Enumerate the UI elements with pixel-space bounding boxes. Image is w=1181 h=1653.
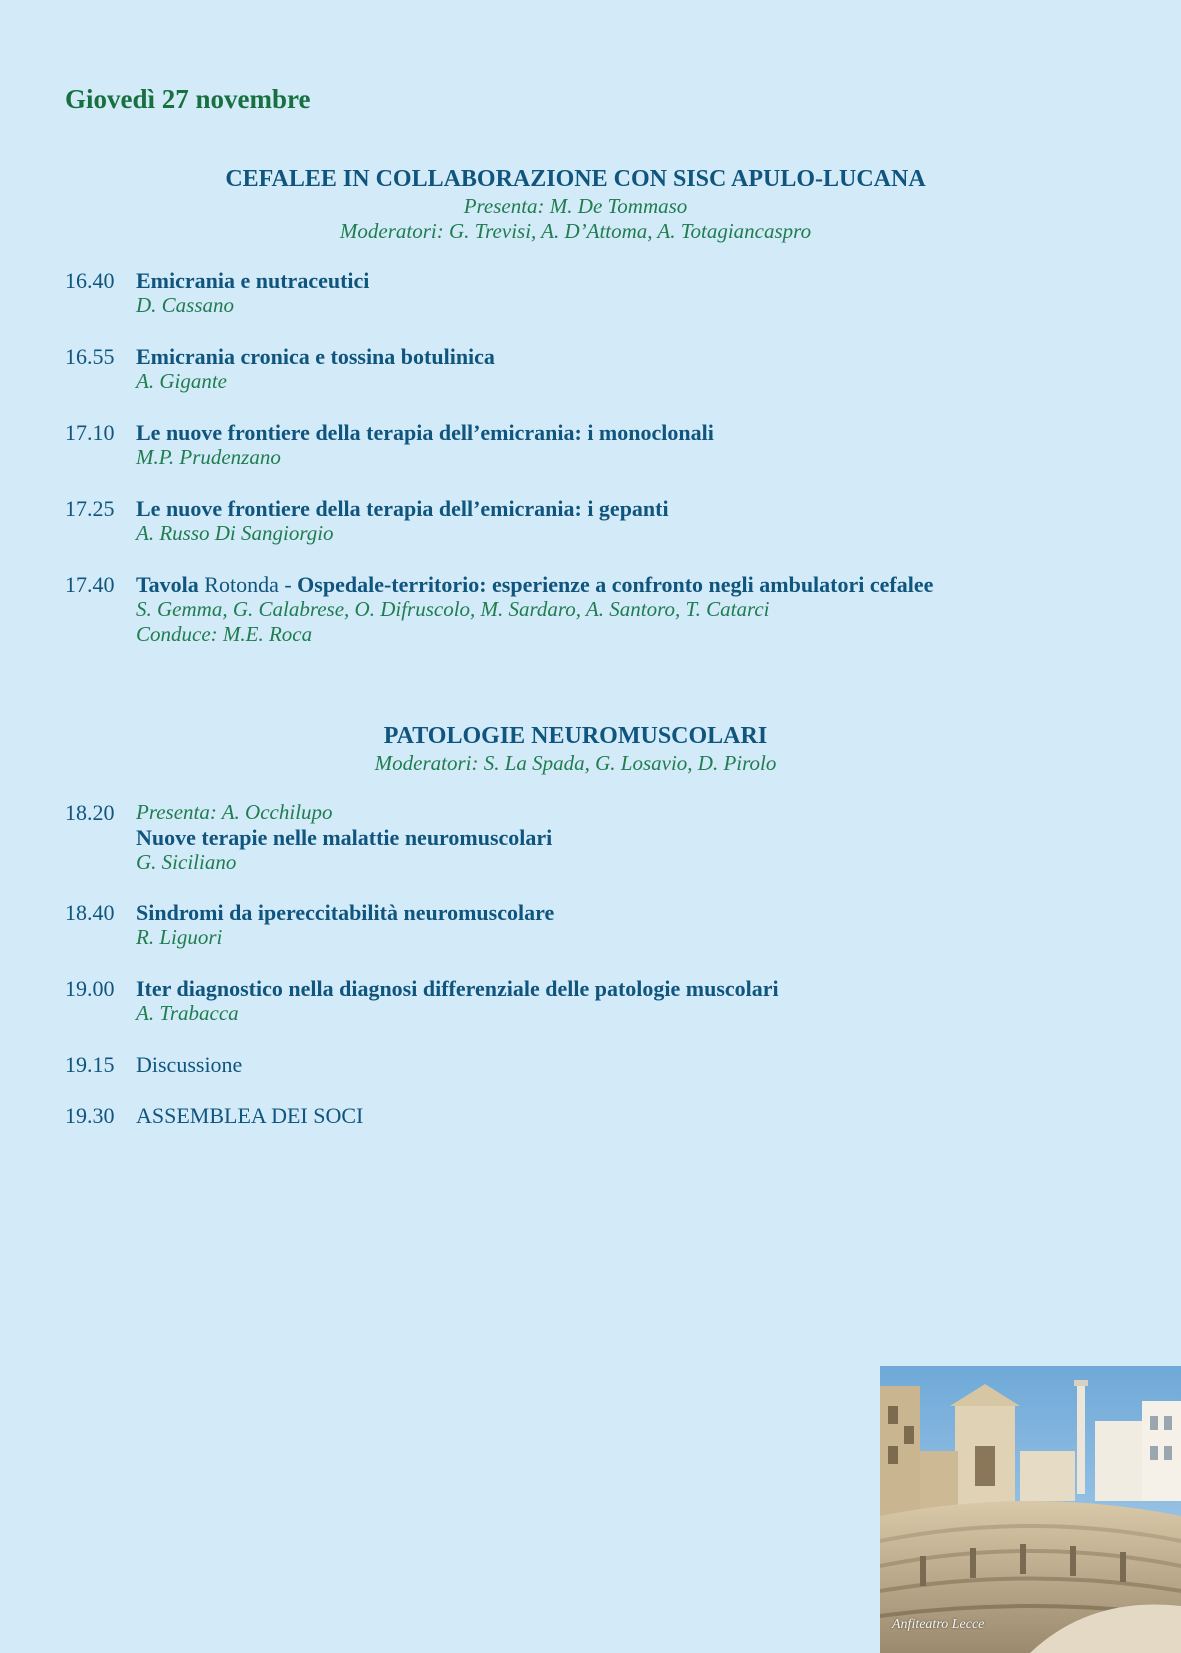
session-title: PATOLOGIE NEUROMUSCOLARI <box>383 723 768 749</box>
talk-title: Nuove terapie nelle malattie neuromuscolari <box>136 825 553 850</box>
item-time: 19.15 <box>65 1052 115 1077</box>
item-time: 16.55 <box>65 344 115 369</box>
talk-title-separator: - <box>284 572 292 597</box>
item-time: 18.40 <box>65 900 115 925</box>
talk-speakers: S. Gemma, G. Calabrese, O. Difruscolo, M. Sardaro, A. Santoro, T. Catarci <box>136 597 770 621</box>
item-time: 17.25 <box>65 496 115 521</box>
item-time: 17.10 <box>65 420 115 445</box>
talk-speaker: D. Cassano <box>136 293 235 317</box>
item-time: 19.30 <box>65 1103 115 1128</box>
talk-title: Emicrania cronica e tossina botulinica <box>136 344 495 369</box>
talk-speaker: R. Liguori <box>136 925 223 949</box>
talk-title: Emicrania e nutraceutici <box>136 268 370 293</box>
item-time: 18.20 <box>65 800 115 825</box>
talk-conductor: Conduce: M.E. Roca <box>136 622 313 646</box>
item-time: 19.00 <box>65 976 115 1001</box>
item-text: Discussione <box>136 1052 243 1077</box>
talk-title-part: Tavola <box>136 572 199 597</box>
talk-speaker: A. Gigante <box>136 369 227 393</box>
talk-speaker: G. Siciliano <box>136 850 237 874</box>
talk-title: Le nuove frontiere della terapia dell’emicrania: i gepanti <box>136 496 669 521</box>
talk-title-part: Rotonda <box>204 572 279 597</box>
talk-title-part: Ospedale-territorio: esperienze a confronto negli ambulatori cefalee <box>297 572 934 597</box>
session-moderators: Moderatori: G. Trevisi, A. D’Attoma, A. Totagiancaspro <box>339 219 812 243</box>
talk-title: Iter diagnostico nella diagnosi differenziale delle patologie muscolari <box>136 976 779 1001</box>
item-time: 16.40 <box>65 268 115 293</box>
talk-speaker: M.P. Prudenzano <box>136 445 281 469</box>
amphitheatre-illustration <box>880 1366 1181 1653</box>
item-text: ASSEMBLEA DEI SOCI <box>136 1103 364 1128</box>
photo-caption: Anfiteatro Lecce <box>892 1617 985 1632</box>
session-moderators: Moderatori: S. La Spada, G. Losavio, D. Pirolo <box>374 751 777 775</box>
session-presenter: Presenta: M. De Tommaso <box>463 194 688 218</box>
item-time: 17.40 <box>65 572 115 597</box>
day-heading: Giovedì 27 novembre <box>65 84 311 114</box>
talk-speaker: A. Russo Di Sangiorgio <box>136 521 334 545</box>
amphitheatre-photo <box>880 1366 1181 1653</box>
session-header-neuromuscolari <box>0 721 1151 776</box>
session-title: CEFALEE IN COLLABORAZIONE CON SISC APULO-LUCANA <box>225 166 926 192</box>
talk-title: Le nuove frontiere della terapia dell’emicrania: i monoclonali <box>136 420 714 445</box>
session-header-cefalee <box>0 164 1151 244</box>
talk-speaker: A. Trabacca <box>136 1001 239 1025</box>
talk-title: Sindromi da ipereccitabilità neuromuscolare <box>136 900 555 925</box>
talk-title <box>136 572 1141 597</box>
talk-presenter: Presenta: A. Occhilupo <box>136 800 333 824</box>
